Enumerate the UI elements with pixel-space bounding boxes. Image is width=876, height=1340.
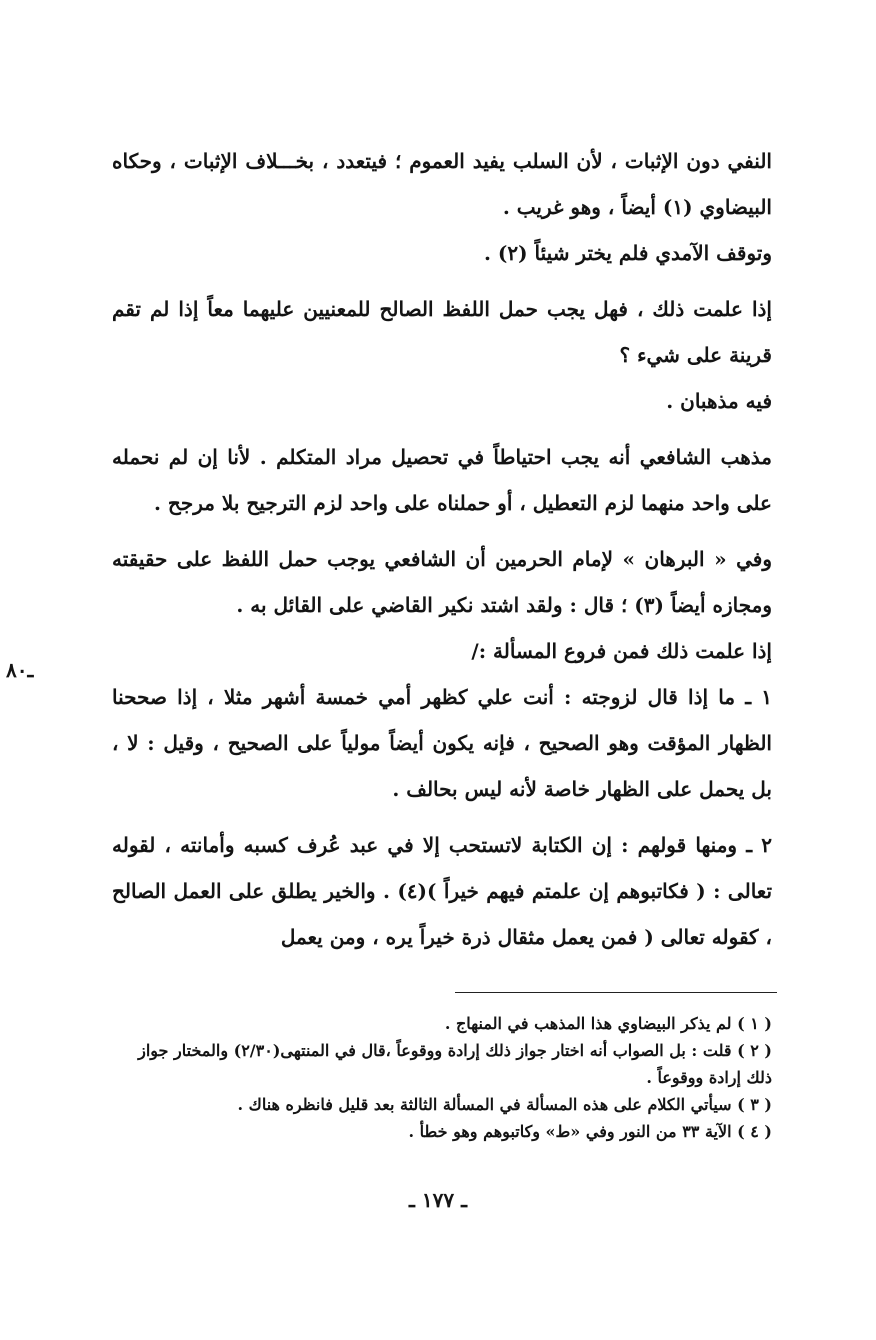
paragraph-4: فيه مذهبان . xyxy=(666,389,772,413)
footnote-1: ( ١ ) لم يذكر البيضاوي هذا المذهب في المنهاج . xyxy=(444,1014,772,1033)
section-heading: إذا علمت ذلك فمن فروع المسألة :/ xyxy=(471,639,772,663)
paragraph-1: النفي دون الإثبات ، لأن السلب يفيد العموم ؛ فيتعدد ، بخـــلاف الإثبات ، وحكاه البيضاوي (١) أيضاً ، وهو غريب . xyxy=(112,149,772,219)
footnote-2: ( ٢ ) قلت : بل الصواب أنه اختار جواز ذلك إرادة ووقوعاً ،قال في المنتهى(٢/٣٠) والمختار جواز ذلك إرادة ووقوعاً . xyxy=(138,1041,772,1087)
paragraph-3: إذا علمت ذلك ، فهل يجب حمل اللفظ الصالح للمعنيين عليهما معاً إذا لم تقم قرينة على شيء ؟ xyxy=(112,297,772,367)
footnote-3: ( ٣ ) سيأتي الكلام على هذه المسألة في المسألة الثالثة بعد قليل فانظره هناك . xyxy=(237,1095,772,1114)
paragraph-9: ٢ ـ ومنها قولهم : إن الكتابة لاتستحب إلا في عبد عُرف كسبه وأمانته ، لقوله تعالى : ( فكاتبوهم إن علمتم فيهم خيراً )(٤) . والخير يطلق على العمل الصالح ، كقوله تعالى ( فمن يعمل مثقال ذرة خيراً يره ، ومن يعمل xyxy=(112,833,773,949)
footnote-divider xyxy=(455,992,777,993)
paragraph-8: ١ ـ ما إذا قال لزوجته : أنت علي كظهر أمي خمسة أشهر مثلا ، إذا صححنا الظهار المؤقت وهو الصحيح ، فإنه يكون أيضاً مولياً على الصحيح ، وقيل : لا ، بل يحمل على الظهار خاصة لأنه ليس بحالف . xyxy=(112,685,772,801)
main-text xyxy=(112,138,772,960)
paragraph-5: مذهب الشافعي أنه يجب احتياطاً في تحصيل مراد المتكلم . لأنا إن لم نحمله على واحد منهما لزم التعطيل ، أو حملناه على واحد لزم الترجيح بلا مرجح . xyxy=(112,445,772,515)
page-number: ـ ١٧٧ ـ xyxy=(409,1188,467,1212)
margin-folio-note: ـ٨٠ xyxy=(6,658,34,682)
paragraph-6: وفي « البرهان » لإمام الحرمين أن الشافعي يوجب حمل اللفظ على حقيقته ومجازه أيضاً (٣) ؛ قال : ولقد اشتد نكير القاضي على القائل به . xyxy=(112,547,772,617)
footnotes xyxy=(112,1010,772,1145)
footnote-4: ( ٤ ) الآية ٣٣ من النور وفي «ط» وكاتبوهم وهو خطأ . xyxy=(408,1122,772,1141)
paragraph-2: وتوقف الآمدي فلم يختر شيئاً (٢) . xyxy=(483,241,772,265)
